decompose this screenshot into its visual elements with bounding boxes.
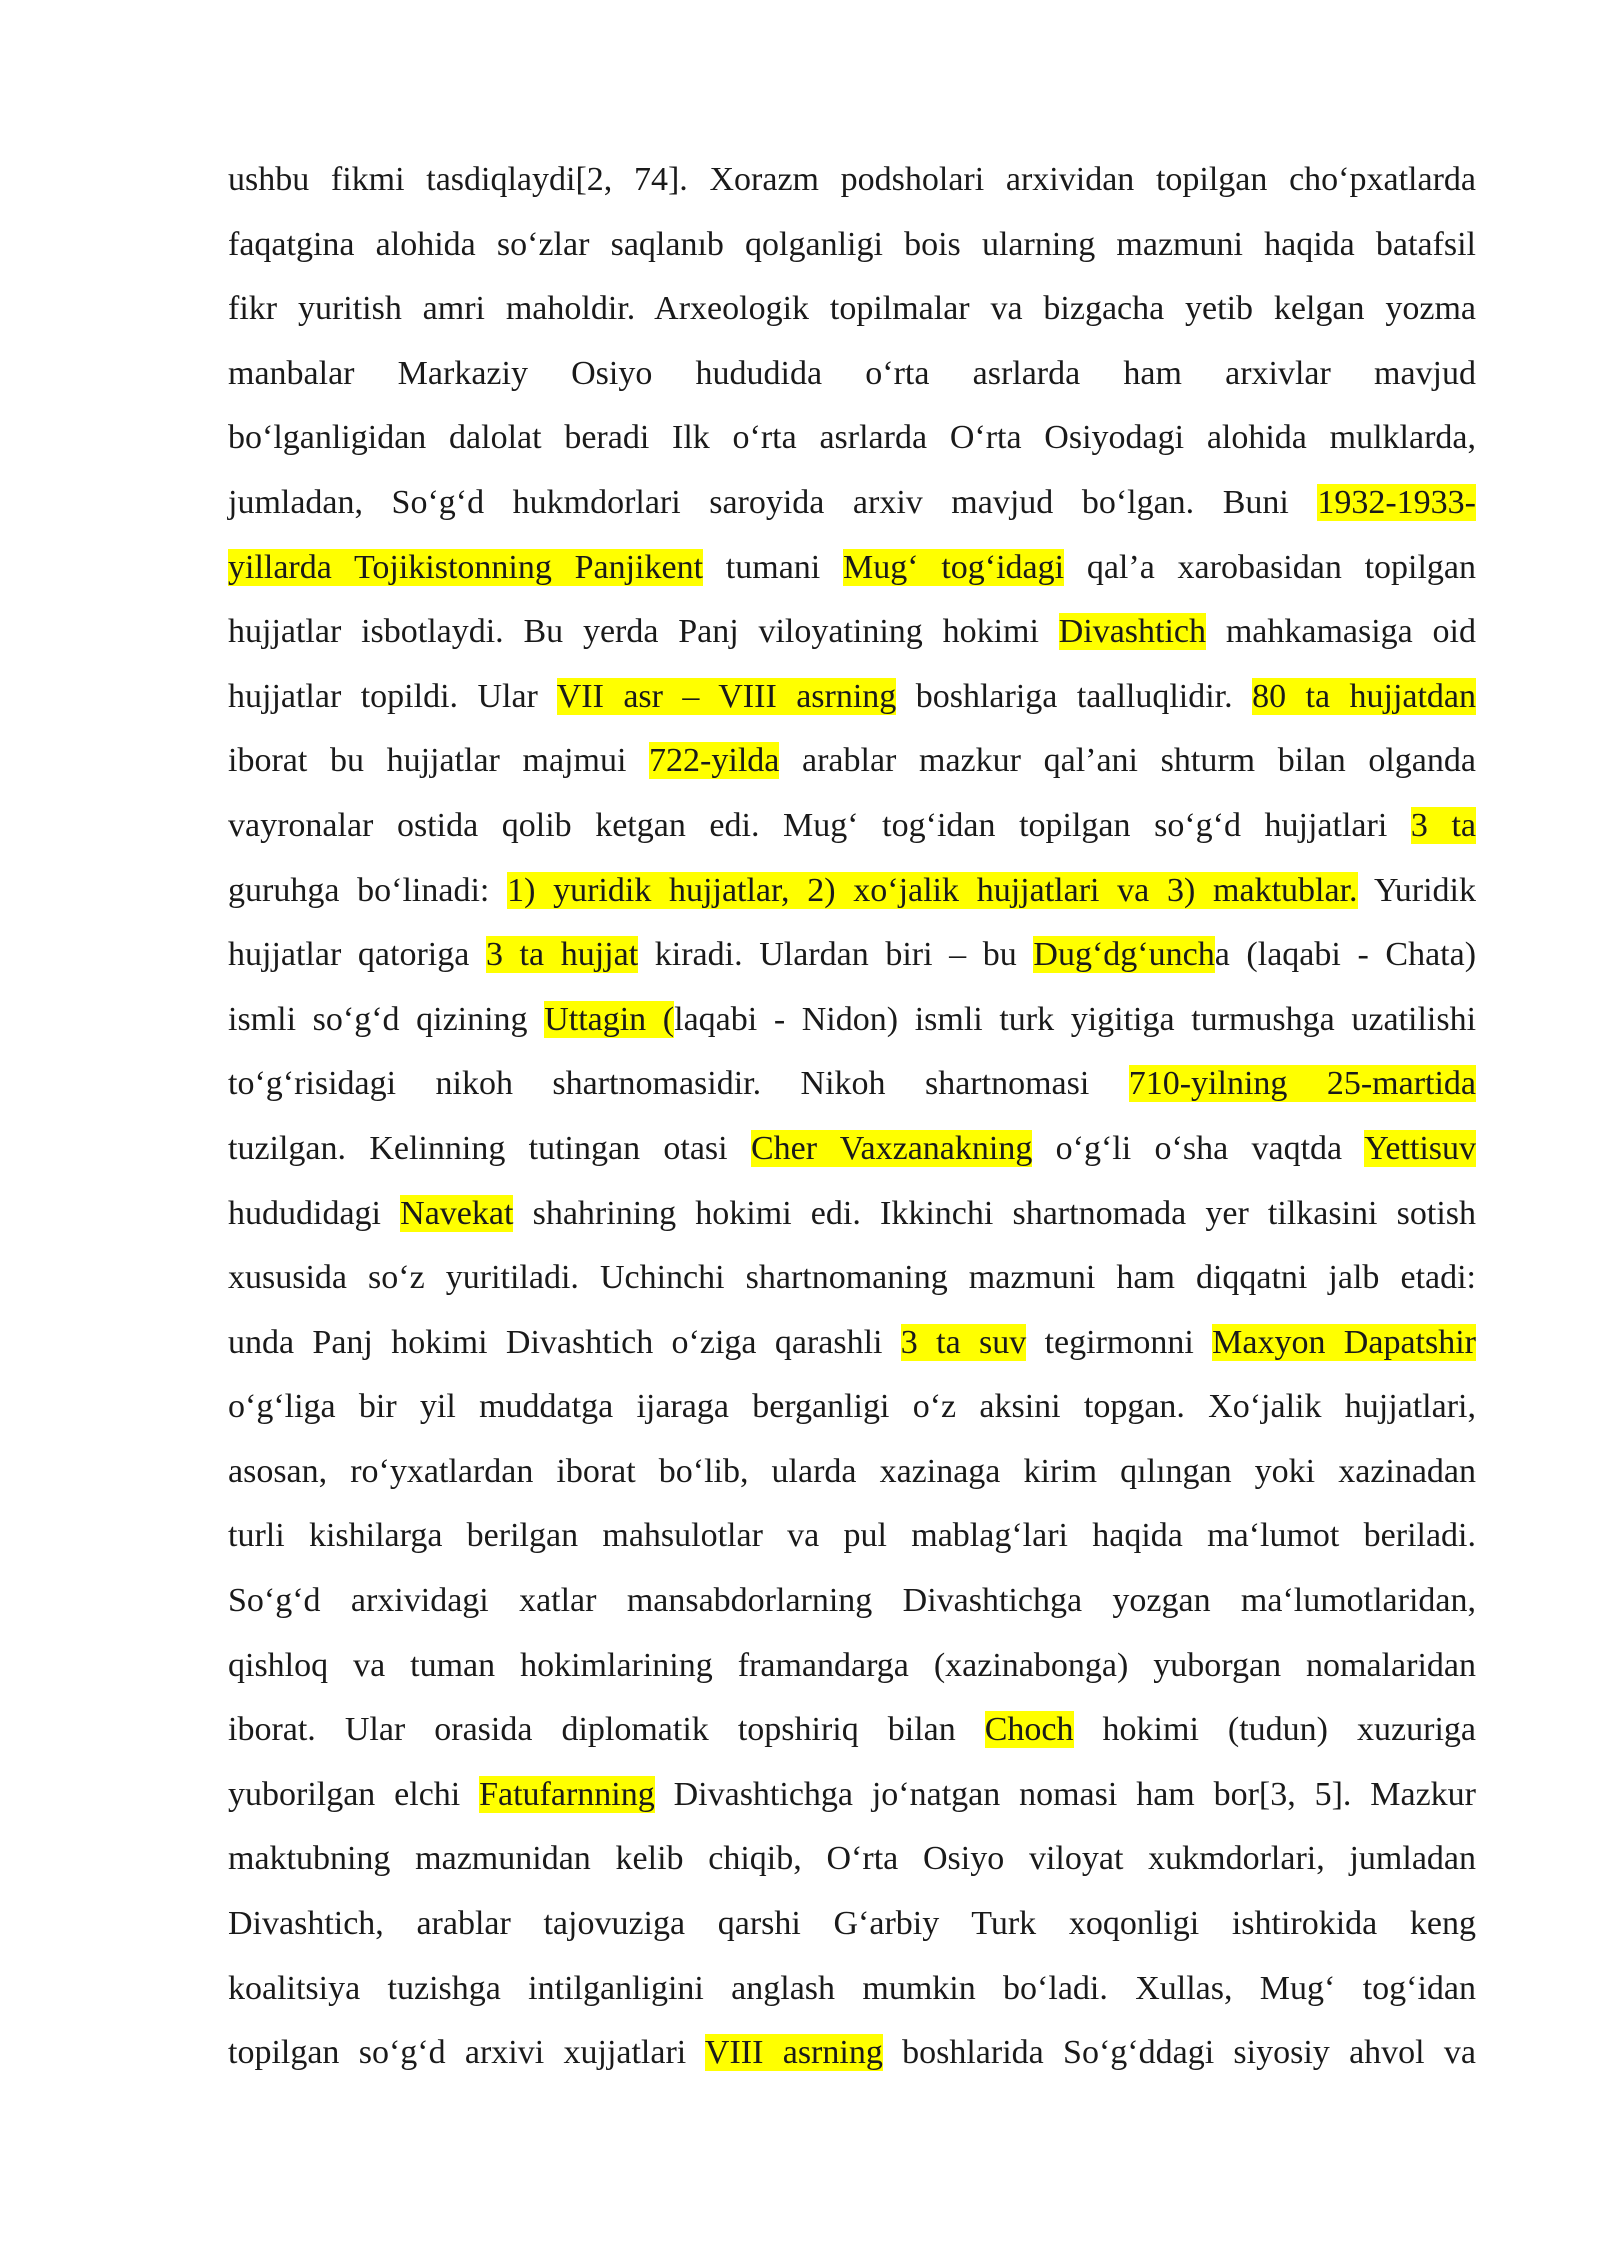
text-line: [228, 342, 1476, 407]
text-line: [228, 988, 1476, 1053]
text-run: Yuridik: [1357, 871, 1476, 909]
highlighted-text: Yettisuv: [1364, 1129, 1476, 1167]
highlighted-text: 3 ta: [1410, 806, 1476, 844]
text-run: hujjatlar topildi. Ular: [228, 677, 557, 715]
highlighted-text: 722-yilda: [649, 742, 780, 780]
text-run: kiradi. Ulardan biri – bu: [638, 936, 1034, 974]
highlighted-text: 710-yilning 25-martida: [1128, 1065, 1477, 1103]
text-line: [228, 1504, 1476, 1569]
text-line: [228, 600, 1476, 665]
text-run: ismli so‘g‘d qizining: [228, 1000, 545, 1038]
text-line: [228, 1892, 1476, 1957]
text-run: to‘g‘risidagi nikoh shartnomasidir. Nikoh shartnomasi: [228, 1065, 1129, 1103]
text-run: iborat bu hujjatlar majmui: [228, 742, 650, 780]
text-run: unda Panj hokimi Divashtich o‘ziga qarashli: [228, 1323, 901, 1361]
text-run: boshlariga taalluqlidir.: [896, 677, 1253, 715]
text-line: [228, 1440, 1476, 1505]
text-run: tumani: [703, 548, 843, 586]
text-run: shahrining hokimi edi. Ikkinchi shartnomada yer tilkasini sotish: [513, 1194, 1477, 1232]
text-run: fikr yuritish amri maholdir. Arxeologik topilmalar va bizgacha yetib kelgan yozma: [228, 290, 1476, 328]
highlighted-text: Cher Vaxzanakning: [750, 1129, 1033, 1167]
text-run: qishloq va tuman hokimlarining framandarga (xazinabonga) yuborgan nomalaridan: [228, 1646, 1476, 1684]
text-run: maktubning mazmunidan kelib chiqib, O‘rta Osiyo viloyat xukmdorlari, jumladan: [228, 1840, 1476, 1878]
highlighted-text: Uttagin (: [544, 1000, 675, 1038]
text-line: [228, 1827, 1476, 1892]
highlighted-text: Navekat: [400, 1194, 514, 1232]
highlighted-text: VII asr – VIII asrning: [556, 677, 897, 715]
text-run: So‘g‘d arxividagi xatlar mansabdorlarning Divashtichga yozgan ma‘lumotlaridan,: [228, 1582, 1476, 1620]
text-run: arablar mazkur qal’ani shturm bilan olganda: [779, 742, 1476, 780]
text-run: Divashtich, arablar tajovuziga qarshi G‘arbiy Turk xoqonligi ishtirokida keng: [228, 1905, 1476, 1943]
highlighted-text: Mug‘ tog‘idagi: [843, 548, 1065, 586]
text-line: [228, 923, 1476, 988]
text-line: [228, 1117, 1476, 1182]
text-run: turli kishilarga berilgan mahsulotlar va pul mablag‘lari haqida ma‘lumot beriladi.: [228, 1517, 1476, 1555]
text-run: topilgan so‘g‘d arxivi xujjatlari: [228, 2034, 705, 2072]
highlighted-text: 1) yuridik hujjatlar, 2) xo‘jalik hujjatlari va 3) maktublar.: [507, 871, 1358, 909]
highlighted-text: Choch: [984, 1711, 1074, 1749]
text-run: asosan, ro‘yxatlardan iborat bo‘lib, ularda xazinaga kirim qılıngan yoki xazinadan: [228, 1452, 1476, 1490]
text-run: xususida so‘z yuritiladi. Uchinchi shartnomaning mazmuni ham diqqatni jalb etadi:: [228, 1259, 1476, 1297]
text-run: hokimi (tudun) xuzuriga: [1073, 1711, 1476, 1749]
text-line: [228, 1569, 1476, 1634]
text-run: koalitsiya tuzishga intilganligini anglash mumkin bo‘ladi. Xullas, Mug‘ tog‘idan: [228, 1969, 1476, 2007]
text-run: laqabi - Nidon) ismli turk yigitiga turmushga uzatilishi: [674, 1000, 1477, 1038]
highlighted-text: Fatufarnning: [479, 1775, 655, 1813]
highlighted-text: 3 ta suv: [900, 1323, 1027, 1361]
text-line: [228, 406, 1476, 471]
text-run: bo‘lganligidan dalolat beradi Ilk o‘rta asrlarda O‘rta Osiyodagi alohida mulklarda,: [228, 419, 1476, 457]
highlighted-text: 1932-1933-: [1317, 483, 1476, 521]
text-run: manbalar Markaziy Osiyo hududida o‘rta asrlarda ham arxivlar mavjud: [228, 354, 1476, 392]
text-line: [228, 471, 1476, 536]
text-line: [228, 213, 1476, 278]
text-run: o‘g‘liga bir yil muddatga ijaraga berganligi o‘z aksini topgan. Xo‘jalik hujjatlari,: [228, 1388, 1476, 1426]
text-line: [228, 148, 1476, 213]
text-run: yuborilgan elchi: [228, 1775, 480, 1813]
highlighted-text: VIII asrning: [704, 2034, 883, 2072]
text-line: [228, 1375, 1476, 1440]
text-run: hujjatlar qatoriga: [228, 936, 486, 974]
text-run: Divashtichga jo‘natgan nomasi ham bor[3, 5]. Mazkur: [654, 1775, 1477, 1813]
text-run: jumladan, So‘g‘d hukmdorlari saroyida arxiv mavjud bo‘lgan. Buni: [228, 483, 1318, 521]
highlighted-text: 80 ta hujjatdan: [1252, 677, 1477, 715]
text-line: [228, 2021, 1476, 2086]
text-run: mahkamasiga oid: [1206, 613, 1476, 651]
text-line: [228, 1957, 1476, 2022]
text-run: boshlarida So‘g‘ddagi siyosiy ahvol va: [882, 2034, 1476, 2072]
text-line: [228, 859, 1476, 924]
text-line: [228, 729, 1476, 794]
text-line: [228, 794, 1476, 859]
highlighted-text: 3 ta hujjat: [485, 936, 639, 974]
text-line: [228, 1182, 1476, 1247]
highlighted-text: Maxyon Dapatshir: [1212, 1323, 1476, 1361]
text-line: [228, 665, 1476, 730]
highlighted-text: yillarda Tojikistonning Panjikent: [228, 548, 704, 586]
text-run: ushbu fikmi tasdiqlaydi[2, 74]. Xorazm podsholari arxividan topilgan cho‘pxatlarda: [228, 161, 1476, 198]
text-line: [228, 1634, 1476, 1699]
text-run: hududidagi: [228, 1194, 401, 1232]
body-text: [228, 148, 1476, 2086]
text-line: [228, 1698, 1476, 1763]
highlighted-text: Divashtich: [1058, 613, 1207, 651]
text-line: [228, 1311, 1476, 1376]
text-run: faqatgina alohida so‘zlar saqlanıb qolganligi bois ularning mazmuni haqida batafsil: [228, 225, 1476, 263]
text-run: hujjatlar isbotlaydi. Bu yerda Panj viloyatining hokimi: [228, 613, 1059, 651]
text-run: o‘g‘li o‘sha vaqtda: [1032, 1129, 1365, 1167]
text-run: qal’a xarobasidan topilgan: [1064, 548, 1477, 586]
highlighted-text: Dug‘dg‘unch: [1033, 936, 1215, 974]
text-line: [228, 1246, 1476, 1311]
text-line: [228, 536, 1476, 601]
text-run: vayronalar ostida qolib ketgan edi. Mug‘ tog‘idan topilgan so‘g‘d hujjatlari: [228, 806, 1411, 844]
text-line: [228, 1763, 1476, 1828]
text-run: iborat. Ular orasida diplomatik topshiriq bilan: [228, 1711, 985, 1749]
text-line: [228, 277, 1476, 342]
text-run: guruhga bo‘linadi:: [228, 871, 508, 909]
text-run: tegirmonni: [1026, 1323, 1213, 1361]
text-run: a (laqabi - Chata): [1214, 936, 1477, 974]
text-line: [228, 1052, 1476, 1117]
text-run: tuzilgan. Kelinning tutingan otasi: [228, 1129, 751, 1167]
